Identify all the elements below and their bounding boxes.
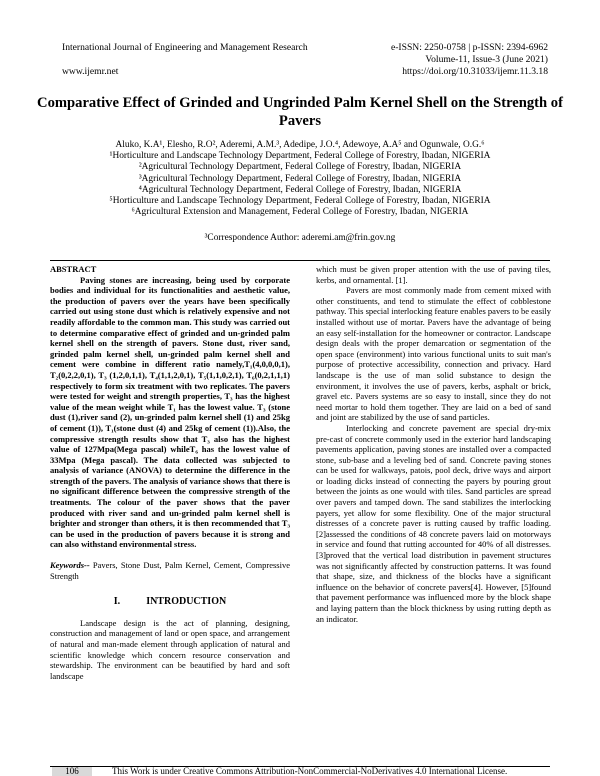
abstract-heading: ABSTRACT bbox=[50, 264, 97, 274]
affiliation: ⁶Agricultural Extension and Management, Federal College of Forestry, Ibadan, NIGERIA bbox=[131, 207, 469, 218]
journal-website-link[interactable]: www.ijemr.net bbox=[62, 66, 119, 77]
intro-paragraph: Landscape design is the act of planning, designing, construction and management of land or open space, and arrangement of natural and man-made element through application of natural and scientific knowledge which concern resource conservation and stewardship. The environment can be beautified by hard and soft landscape bbox=[50, 617, 290, 681]
volume-line: Volume-11, Issue-3 (June 2021) bbox=[425, 54, 548, 65]
affiliation: ²Agricultural Technology Department, Federal College of Forestry, Ibadan, NIGERIA bbox=[138, 162, 462, 173]
correspondence-author: ³Correspondence Author: aderemi.am@frin.gov.ng bbox=[204, 233, 396, 243]
body-paragraph: which must be given proper attention with the use of paving tiles, kerbs, and ornamental. [1]. bbox=[316, 264, 551, 285]
affiliation: ¹Horticulture and Landscape Technology Department, Federal College of Forestry, Ibadan, NIGERIA bbox=[109, 151, 491, 162]
journal-name: International Journal of Engineering and Management Research bbox=[62, 42, 308, 53]
page-number: 106 bbox=[52, 767, 92, 776]
author-block bbox=[20, 140, 580, 218]
section-title: INTRODUCTION bbox=[146, 596, 227, 608]
keywords-text: Pavers, Stone Dust, Palm Kernel, Cement, Compressive Strength bbox=[50, 560, 290, 581]
affiliation: ⁴Agricultural Technology Department, Federal College of Forestry, Ibadan, NIGERIA bbox=[138, 184, 462, 195]
abstract-text: Paving stones are increasing, being used by corporate bodies and individual for its functionalities and aesthetic value, the production of pavers over the years have been specifically carried out using stone dust which is relatively expensive and not readily affordable to the common man. This study was carried out to determine comparative effect of grinded and un-grinded palm kernel shell on the strength of pavers. Stone dust, river sand, grinded palm kernel shell, un-grinded palm kernel shell and cement were combine in different ratio namely,T₁(4,0,0,0,1), T₂(0,2,2,0,1), T₃ (1,2,0,1,1), T₄(1,1,2,0,1), T₅(1,1,0,2,1), T₆(0,2,1,1,1) respectively to form six treatment with two replicates. The pavers were tested for weight and strength properties, T₃ has the highest value of the mean weight while T₁ has the lowest value. T₃ (stone dust (1),river sand (2), un-grinded palm kernel shell (1) and 25kg of cement (1)), T₁(stone dust (4) and 25kg of cement (1)).Also, the compressive strength results show that T₃ also has the highest value of 127Mpa(Mega pascal) whileT₆ has the lowest value of 33Mpa (Mega pascal). The data collected was subjected to analysis of variance (ANOVA) to determine the difference in the strength of the pavers. The analysis of variance shows that there is no significant difference between the compressive strength of the treatments. The colour of the paver shows that the paver produced with river sand and un-grinded palm kernel shell is brighter and stronger than others, it is then recommended that T₃ can be used in the production of pavers because it is strong and can also withstand environmental stress. bbox=[50, 274, 290, 550]
doi-link[interactable]: https://doi.org/10.31033/ijemr.11.3.18 bbox=[402, 66, 548, 77]
affiliation: ³Agricultural Technology Department, Federal College of Forestry, Ibadan, NIGERIA bbox=[138, 173, 462, 184]
body-paragraph: Interlocking and concrete pavement are special dry-mix pre-cast of concrete commonly used in the exterior hard landscaping pavements application, paving stones are installed over a compacted stone, sub-base and a leveling bed of sand. Concrete paving stones can be used for walkways, patois, pool deck, drive ways and airport or loading dicks instead of connecting the payers by pouring grout between the joints as one would with tiles. Sand particles are spread over pavers and tamped down. The sand stabilizes the interlocking payers, yet allow for some flexibility. One of the major structural distresses of a concrete paver is rutting caused by traffic loading.[2]assessed the conditions of 48 concrete pavers laid on motorways in service and found that rutting accounted for 40% of all distresses. [3]proved that the vertical load distribution in pavement structures was not significantly affected by construction patterns. It was found that shape, size, and thickness of the blocks have a significant influence on the behavior of concrete pavers[4]. However, [5]found that pavement performance was influenced more by the block shape and laying pattern than the block thickness by using rutting depth as an indicator. bbox=[316, 422, 551, 624]
left-column bbox=[50, 264, 290, 681]
paper-title: Comparative Effect of Grinded and Ungrinded Palm Kernel Shell on the Strength of Pavers bbox=[37, 95, 563, 129]
header-divider bbox=[50, 260, 550, 261]
right-column bbox=[316, 264, 551, 624]
section-heading-introduction bbox=[50, 597, 290, 608]
section-number: I. bbox=[113, 596, 121, 608]
affiliation: ⁵Horticulture and Landscape Technology Department, Federal College of Forestry, Ibadan, NIGERIA bbox=[109, 196, 491, 207]
author-names: Aluko, K.A¹, Elesho, R.O², Aderemi, A.M.³, Adedipe, J.O.⁴, Adewoye, A.A⁵ and Ogunwale, O.G.⁶ bbox=[115, 140, 485, 150]
issn-line: e-ISSN: 2250-0758 | p-ISSN: 2394-6962 bbox=[390, 42, 548, 53]
keywords bbox=[50, 560, 290, 581]
body-paragraph: Pavers are most commonly made from cement mixed with other constituents, and tend to stimulate the effect of cobblestone pathway. This special interlocking feature enables pavers to be easily installed without use of mortar. Pavers have the advantage of being an easy self-installation for the homeowner or contractor. Landscape design deals with the proper demarcation or segmentation of the open space (environment) into various functional units to suit man's purpose of protective accessibility, connection and privacy. Hard landscape is the use of man solid substance to design the environment, it involves the use of pavers, kerbs, asphalt or brick, gravel etc. Pavers systems are so easy to install, since they do not need mortar to hold them together. They are laid on a bed of sand and joint are stabilized by the use of sand particles. bbox=[316, 285, 551, 423]
license-notice: This Work is under Creative Commons Attribution-NonCommercial-NoDerivatives 4.0 International License. bbox=[112, 766, 508, 776]
keywords-label: Keywords-- bbox=[50, 560, 90, 571]
